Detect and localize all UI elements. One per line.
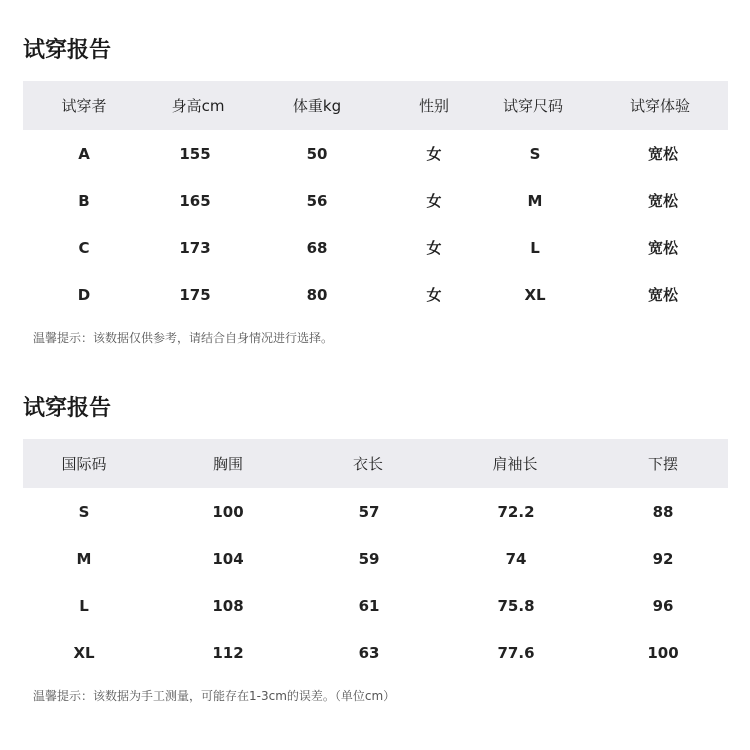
table-row <box>23 582 728 629</box>
cell-intl-size: M <box>76 549 92 568</box>
cell-height: 165 <box>179 191 211 210</box>
cell-bust: 108 <box>212 596 244 615</box>
cell-size: XL <box>524 285 546 304</box>
table-row <box>23 271 728 318</box>
header-length: 衣长 <box>352 455 384 473</box>
cell-bust: 112 <box>212 643 244 662</box>
header-gender: 性别 <box>418 97 450 115</box>
cell-size: S <box>529 144 541 163</box>
cell-size: M <box>527 191 543 210</box>
cell-tester: B <box>78 191 90 210</box>
cell-height: 155 <box>179 144 211 163</box>
cell-shoulder-sleeve: 75.8 <box>497 596 535 615</box>
cell-hem: 96 <box>652 596 674 615</box>
cell-experience: 宽松 <box>647 286 679 304</box>
cell-gender: 女 <box>426 239 442 257</box>
table-row <box>23 224 728 271</box>
cell-intl-size: S <box>78 502 90 521</box>
size-report-title: 试穿报告 <box>23 396 112 421</box>
cell-gender: 女 <box>426 192 442 210</box>
cell-weight: 68 <box>306 238 328 257</box>
table-row <box>23 488 728 535</box>
cell-tester: C <box>78 238 90 257</box>
fitting-note: 温馨提示：该数据仅供参考，请结合自身情况进行选择。 <box>33 331 334 345</box>
header-hem: 下摆 <box>647 455 679 473</box>
cell-hem: 100 <box>647 643 679 662</box>
cell-intl-size: XL <box>73 643 95 662</box>
table-header <box>23 81 728 130</box>
header-intl-size: 国际码 <box>61 455 107 473</box>
table-row <box>23 130 728 177</box>
header-weight: 体重kg <box>292 97 342 115</box>
cell-length: 57 <box>358 502 380 521</box>
table-header <box>23 439 728 488</box>
cell-weight: 50 <box>306 144 328 163</box>
cell-hem: 92 <box>652 549 674 568</box>
cell-length: 63 <box>358 643 380 662</box>
cell-length: 59 <box>358 549 380 568</box>
cell-bust: 104 <box>212 549 244 568</box>
measurement-note: 温馨提示：该数据为手工测量，可能存在1-3cm的误差。（单位cm） <box>33 689 396 703</box>
cell-weight: 56 <box>306 191 328 210</box>
table-row <box>23 629 728 676</box>
cell-experience: 宽松 <box>647 239 679 257</box>
cell-experience: 宽松 <box>647 145 679 163</box>
header-tester: 试穿者 <box>61 97 107 115</box>
cell-gender: 女 <box>426 286 442 304</box>
header-bust: 胸围 <box>212 455 244 473</box>
cell-experience: 宽松 <box>647 192 679 210</box>
fitting-report-table <box>23 81 728 318</box>
cell-intl-size: L <box>79 596 89 615</box>
cell-length: 61 <box>358 596 380 615</box>
table-row <box>23 535 728 582</box>
cell-tester: A <box>78 144 90 163</box>
header-shoulder-sleeve: 肩袖长 <box>492 455 538 473</box>
cell-gender: 女 <box>426 145 442 163</box>
table-row <box>23 177 728 224</box>
header-experience: 试穿体验 <box>629 97 691 115</box>
cell-shoulder-sleeve: 72.2 <box>497 502 535 521</box>
cell-tester: D <box>77 285 91 304</box>
cell-hem: 88 <box>652 502 674 521</box>
header-size: 试穿尺码 <box>502 97 564 115</box>
cell-height: 175 <box>179 285 211 304</box>
size-chart-table <box>23 439 728 676</box>
cell-size: L <box>530 238 540 257</box>
cell-weight: 80 <box>306 285 328 304</box>
cell-shoulder-sleeve: 74 <box>505 549 527 568</box>
fitting-report-title: 试穿报告 <box>23 38 112 63</box>
cell-shoulder-sleeve: 77.6 <box>497 643 535 662</box>
cell-height: 173 <box>179 238 211 257</box>
cell-bust: 100 <box>212 502 244 521</box>
header-height: 身高cm <box>171 97 225 115</box>
